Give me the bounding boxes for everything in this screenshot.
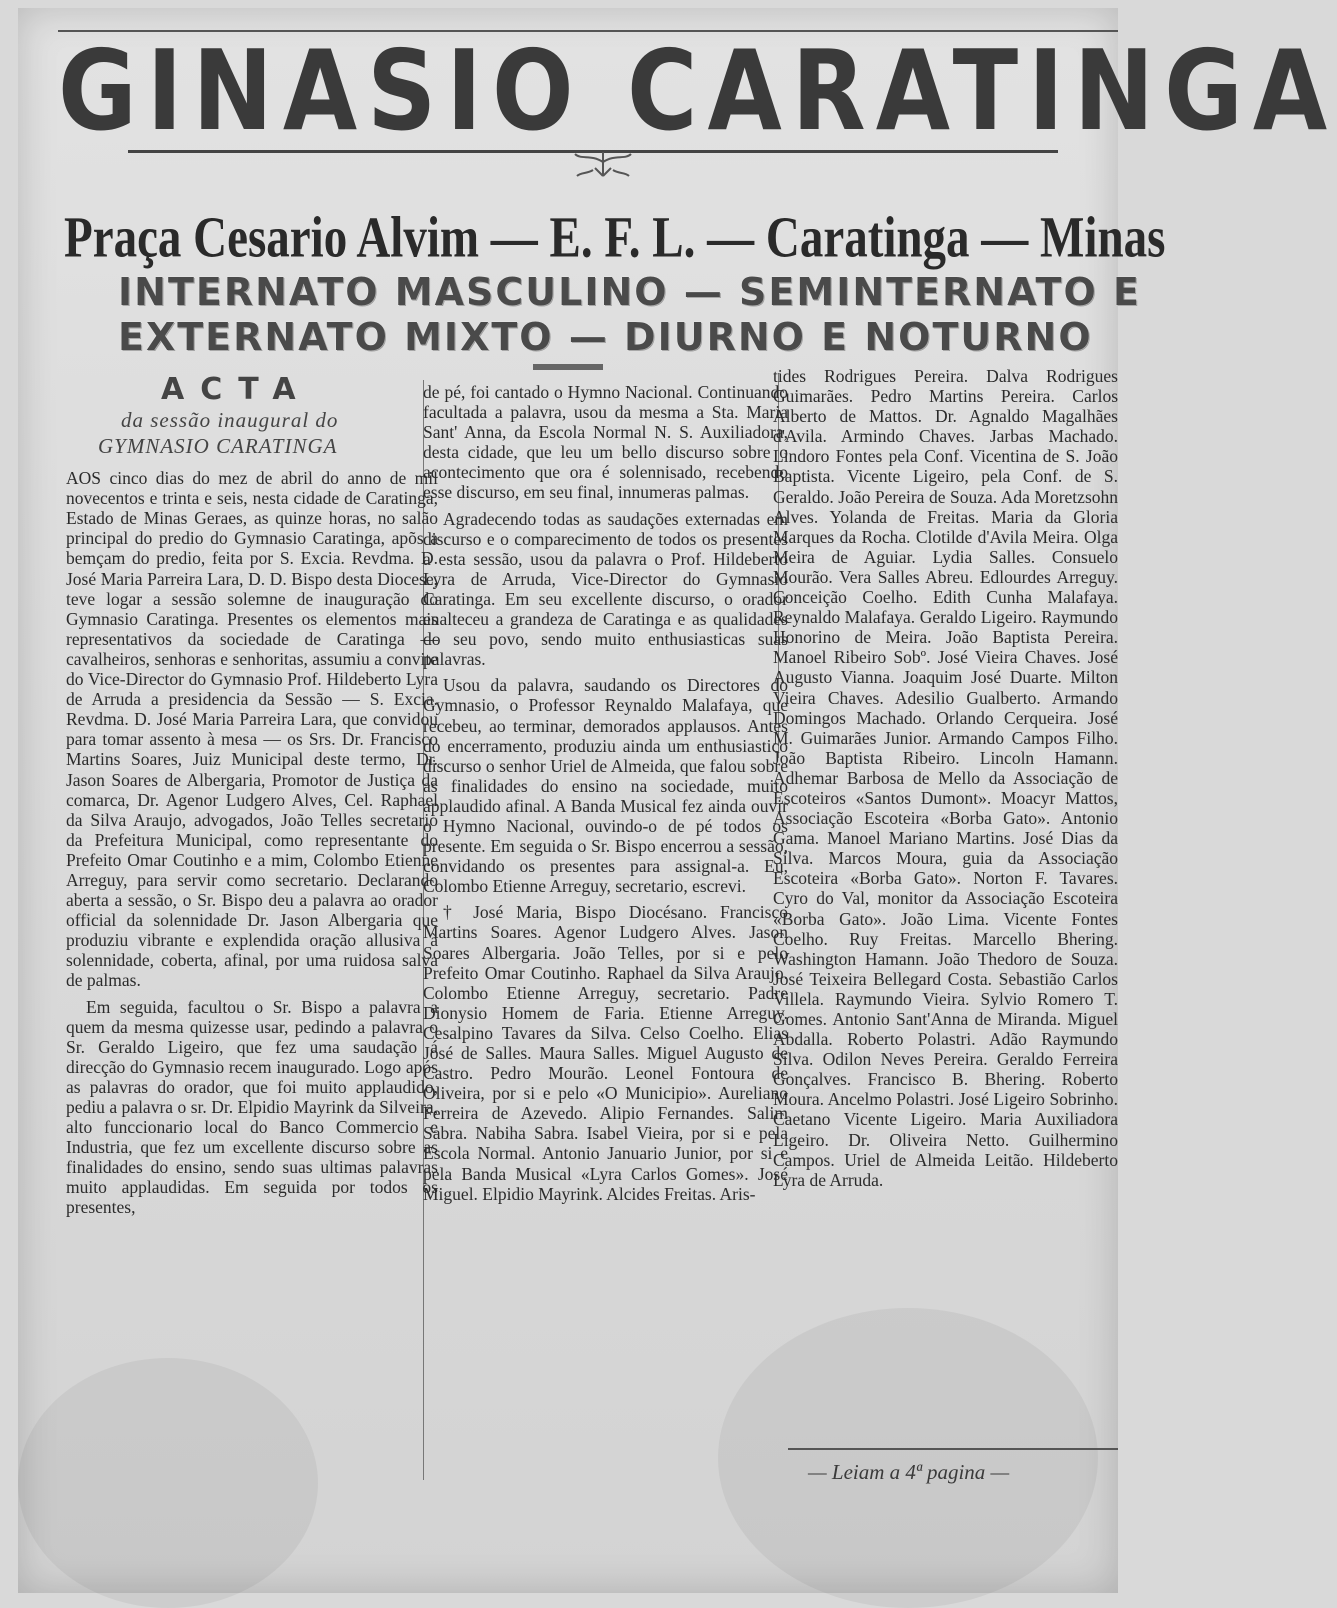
paragraph: de pé, foi cantado o Hymno Nacional. Continuando facultada a palavra, usou da mesma a Sta. Maria Sant' Anna, da Escola Normal N. S. Auxiliadora, desta cidade, que leu um bello discurso sobre o acontecimento que ora é solennisado, recebendo esse discurso, em seu final, innumeras palmas. (423, 382, 788, 503)
column-3 (773, 366, 1118, 1196)
footer-note: — Leiam a 4ª pagina — (808, 1460, 1010, 1484)
paragraph: AOS cinco dias do mez de abril do anno de mil novecentos e trinta e seis, nesta cidade de Caratinga, Estado de Minas Geraes, as quinze horas, no salão principal do predio do Gymnasio Caratinga, apõs a bemçam do predio, feita por S. Excia. Revdma. D. José Maria Parreira Lara, D. D. Bispo desta Diocese, teve logar a sessão solemne de inauguração do Gymnasio Caratinga. Presentes os elementos mais representativos da sociedade de Caratinga — cavalheiros, senhoras e senhoritas, assumiu a convite do Vice-Director do Gymnasio Prof. Hildeberto Lyra de Arruda a presidencia da Sessão — S. Excia. Revdma. D. José Maria Parreira Lara, que convidou para tomar assento à mesa — os Srs. Dr. Francisco Martins Soares, Juiz Municipal deste termo, Dr. Jason Soares de Albergaria, Promotor de Justiça da comarca, Dr. Agenor Ludgero Alves, Cel. Raphael da Silva Araujo, advogados, João Telles secretario da Prefeitura Municipal, como representante do Prefeito Omar Coutinho e a mim, Colombo Etienne Arreguy, para servir como secretario. Declarando aberta a sessão, o Sr. Bispo deu a palavra ao orador official da solennidade Dr. Jason Albergaria que produziu vibrante e explendida oração allusiva à solennidade, coberta, afinal, por uma ruidosa salva de palmas. (66, 468, 438, 991)
column-1 (66, 372, 438, 1224)
tagline-line-1: INTERNATO MASCULINO — SEMINTERNATO E (118, 270, 1141, 314)
article-title: ACTA (161, 372, 312, 407)
article-subtitle-2: GYMNASIO CARATINGA (98, 434, 338, 459)
separator-bar (533, 364, 603, 370)
paragraph: Agradecendo todas as saudações externadas em discurso e o comparecimento de todos os presentes a esta sessão, usou da palavra o Prof. Hildeberto Lyra de Arruda, Vice-Director do Gymnasio Caratinga. Em seu excellente discurso, o orador enalteceu a grandeza de Caratinga e as qualidades do seu povo, sendo muito enthusiasticas suas palavras. (423, 508, 788, 670)
paragraph: tides Rodrigues Pereira. Dalva Rodrigues Guimarães. Pedro Martins Pereira. Carlos Alberto de Mattos. Dr. Agnaldo Magalhães d'Avila. Armindo Chaves. Jarbas Machado. Lindoro Fontes pela Conf. Vicentina de S. João Baptista. Vicente Ligeiro, pela Conf. de S. Geraldo. João Pereira de Souza. Ada Moretzsohn Alves. Yolanda de Freitas. Maria da Gloria Marques da Rocha. Clotilde d'Avila Meira. Olga Meira de Aguiar. Lydia Salles. Consuelo Mourão. Vera Salles Abreu. Edlourdes Arreguy. Conceição Coelho. Edith Cunha Malafaya. Reynaldo Malafaya. Geraldo Ligeiro. Raymundo Honorino de Meira. João Baptista Pereira. Manoel Ribeiro Sobº. José Vieira Chaves. José Augusto Vianna. Joaquim José Duarte. Milton Vieira Chaves. Adesilio Gualberto. Armando Domingos Machado. Orlando Cerqueira. José M. Guimarães Junior. Armando Campos Filho. João Baptista Ribeiro. Lincoln Hamann. Adhemar Barbosa de Mello da Associação de Escoteiros «Santos Dumont». Moacyr Mattos, Associação Escoteira «Borba Gato». Antonio Gama. Manoel Mariano Martins. José Dias da Silva. Marcos Moura, guia da Associação Escoteira «Borba Gato». Norton F. Tavares. Cyro do Val, monitor da Associação Escoteira «Borba Gato». João Lima. Vicente Fontes Coelho. Ruy Freitas. Marcello Bhering. Washington Hamann. João Thedoro de Souza. José Teixeira Bellegard Costa. Sebastião Carlos Villela. Raymundo Vieira. Sylvio Romero T. Gomes. Antonio Sant'Anna de Miranda. Miguel Abdalla. Roberto Polastri. Adão Raymundo Silva. Odilon Neves Pereira. Geraldo Ferreira Gonçalves. Francisco B. Bhering. Roberto Moura. Ancelmo Polastri. José Ligeiro Sobrinho. Caetano Vicente Ligeiro. Maria Auxiliadora Ligeiro. Dr. Oliveira Netto. Guilhermino Campos. Uriel de Almeida Leitão. Hildeberto Lyra de Arruda. (773, 366, 1118, 1190)
ornament-icon (573, 150, 633, 180)
newspaper-page (18, 8, 1337, 1593)
tagline-line-2: EXTERNATO MIXTO — DIURNO E NOTURNO (118, 315, 1093, 359)
address-subtitle: Praça Cesario Alvim — E. F. L. — Caratinga — Minas (64, 205, 1166, 270)
paragraph: Em seguida, facultou o Sr. Bispo a palavra a quem da mesma quizesse usar, pedindo a palavra o Sr. Geraldo Ligeiro, que fez uma saudação á direcção do Gymnasio recem inaugurado. Logo após as palavras do orador, que foi muito applaudido, pediu a palavra o sr. Dr. Elpidio Mayrink da Silveira, alto funccionario local do Banco Commercio e Industria, que fez um excellente discurso sobre as finalidades do ensino, sendo suas ultimas palavras muito applaudidas. Em seguida por todos os presentes, (66, 996, 438, 1218)
paragraph: Usou da palavra, saudando os Directores do Gymnasio, o Professor Reynaldo Malafaya, que recebeu, ao terminar, demorados applausos. Antes do encerramento, produziu ainda um enthusiastico discurso o senhor Uriel de Almeida, que falou sobre as finalidades do ensino na sociedade, muito applaudido afinal. A Banda Musical fez ainda ouvir o Hymno Nacional, ouvindo-o de pé todos os presente. Em seguida o Sr. Bispo encerrou a sessão, convidando os presentes para assignal-a. Eu, Colombo Etienne Arreguy, secretario, escrevi. (423, 675, 788, 897)
paragraph: † José Maria, Bispo Diocésano. Francisco Martins Soares. Agenor Ludgero Alves. Jason Soares Albergaria. João Telles, por si e pelo Prefeito Omar Coutinho. Raphael da Silva Araujo. Colombo Etienne Arreguy, secretario. Padre Dionysio Homem de Faria. Etienne Arreguy. Cesalpino Tavares da Silva. Celso Coelho. Elias José de Salles. Maura Salles. Miguel Augusto de Castro. Pedro Mourão. Leonel Fontoura de Oliveira, por si e pelo «O Municipio». Aureliano Ferreira de Azevedo. Alipio Fernandes. Salim Sabra. Nabiha Sabra. Isabel Vieira, por si e pela Escola Normal. Antonio Januario Junior, por si e pela Banda Musical «Lyra Carlos Gomes». José Miguel. Elpidio Mayrink. Alcides Freitas. Aris- (423, 902, 788, 1204)
column-2 (423, 382, 788, 1210)
paper-stain (18, 1358, 318, 1608)
article-subtitle-1: da sessão inaugural do (121, 408, 339, 433)
masthead-title: GINASIO CARATINGA (58, 26, 1337, 156)
paper-stain (718, 1308, 1098, 1608)
footer-rule (788, 1448, 1118, 1450)
